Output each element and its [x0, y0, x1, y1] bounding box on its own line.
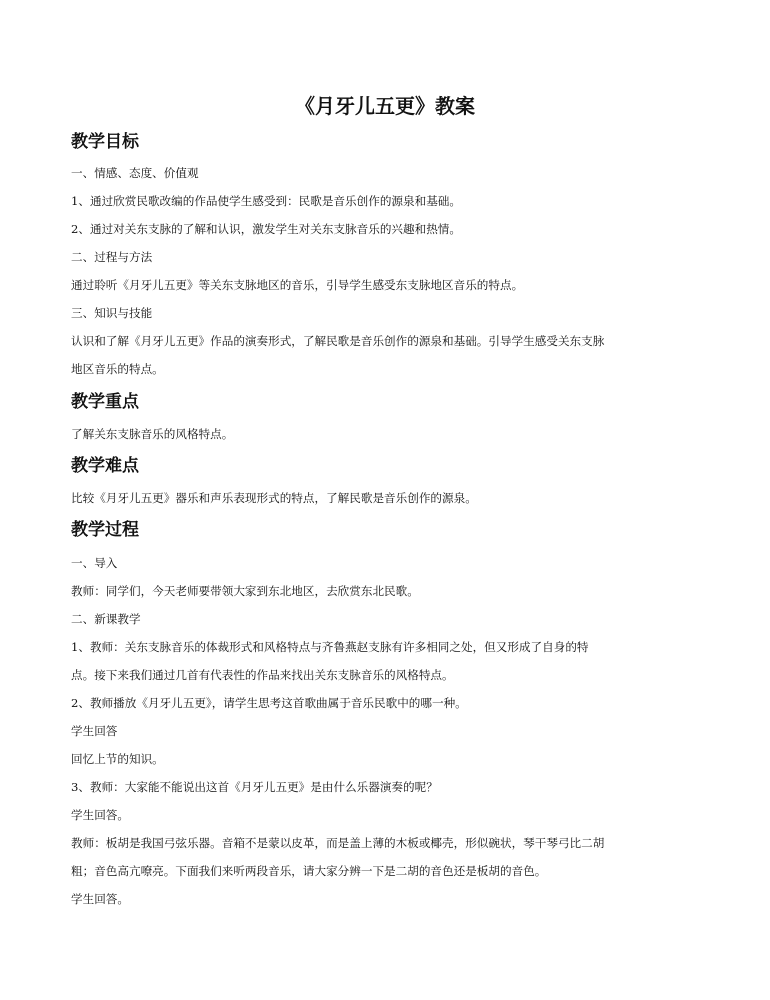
paragraph: 了解关东支脉音乐的风格特点。	[71, 427, 234, 441]
paragraph: 粗；音色高亢嘹亮。下面我们来听两段音乐，请大家分辨一下是二胡的音色还是板胡的音色。	[71, 864, 547, 878]
paragraph: 回忆上节的知识。	[71, 752, 164, 766]
paragraph: 二、过程与方法	[71, 250, 153, 264]
paragraph: 二、新课教学	[71, 612, 141, 626]
paragraph: 一、情感、态度、价值观	[71, 166, 199, 180]
paragraph: 2、教师播放《月牙儿五更》，请学生思考这首歌曲属于音乐民歌中的哪一种。	[71, 696, 467, 710]
document-title: 《月牙儿五更》教案	[295, 94, 475, 118]
paragraph: 教师：板胡是我国弓弦乐器。音箱不是蒙以皮革，而是盖上薄的木板或椰壳，形似碗状，琴干琴弓比二胡	[71, 836, 605, 850]
paragraph: 认识和了解《月牙儿五更》作品的演奏形式，了解民歌是音乐创作的源泉和基础。引导学生感受关东支脉	[71, 334, 605, 348]
paragraph: 学生回答。	[71, 808, 129, 822]
paragraph: 教师：同学们，今天老师要带领大家到东北地区，去欣赏东北民歌。	[71, 584, 419, 598]
heading-teaching-process: 教学过程	[71, 520, 139, 540]
paragraph: 通过聆听《月牙儿五更》等关东支脉地区的音乐，引导学生感受东支脉地区音乐的特点。	[71, 278, 524, 292]
paragraph: 学生回答。	[71, 892, 129, 906]
paragraph: 3、教师：大家能不能说出这首《月牙儿五更》是由什么乐器演奏的呢？	[71, 780, 438, 794]
paragraph: 1、教师：关东支脉音乐的体裁形式和风格特点与齐鲁燕赵支脉有许多相同之处，但又形成了自身的特	[71, 640, 589, 654]
paragraph: 2、通过对关东支脉的了解和认识，激发学生对关东支脉音乐的兴趣和热情。	[71, 222, 461, 236]
paragraph: 一、导入	[71, 556, 118, 570]
paragraph: 1、通过欣赏民歌改编的作品使学生感受到：民歌是音乐创作的源泉和基础。	[71, 194, 461, 208]
paragraph: 三、知识与技能	[71, 306, 153, 320]
paragraph: 地区音乐的特点。	[71, 362, 164, 376]
heading-teaching-difficulties: 教学难点	[71, 456, 139, 476]
paragraph: 学生回答	[71, 724, 118, 738]
paragraph: 点。接下来我们通过几首有代表性的作品来找出关东支脉音乐的风格特点。	[71, 668, 454, 682]
heading-teaching-keypoints: 教学重点	[71, 392, 139, 412]
heading-teaching-goals: 教学目标	[71, 132, 139, 152]
paragraph: 比较《月牙儿五更》器乐和声乐表现形式的特点，了解民歌是音乐创作的源泉。	[71, 491, 477, 505]
